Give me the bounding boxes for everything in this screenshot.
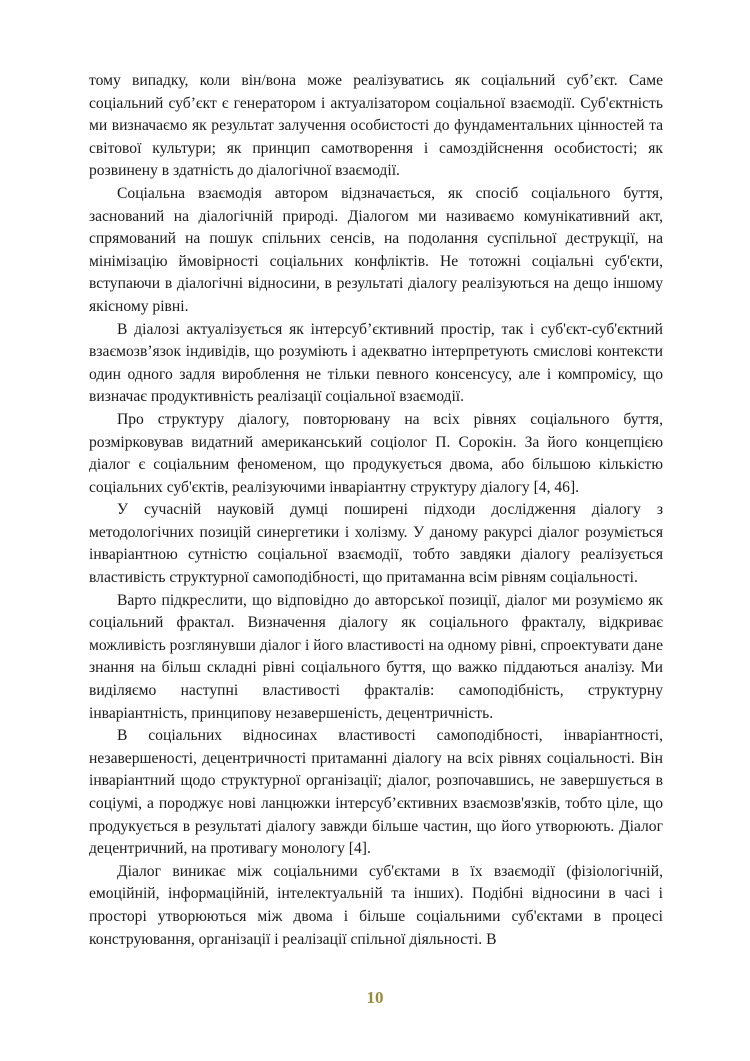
paragraph-1: тому випадку, коли він/вона може реалізуватись як соціальний суб’єкт. Саме соціальний суб’єкт є генератором і актуалізатором соціальної взаємодії. Суб'єктність ми визначаємо як результат залучення особистості до фундаментальних цінностей та світової культури; як принцип самотворення і самоздійснення особистості; як розвинену в здатність до діалогічної взаємодії. — [89, 72, 663, 180]
paragraph-3: В діалозі актуалізується як інтерсуб’єктивний простір, так і суб'єкт-суб'єктний взаємозв’язок індивідів, що розуміють і адекватно інтерпретують смислові контексти один одного задля вироблення не тільки певного консенсусу, але і компромісу, що визначає продуктивність реалізації соціальної взаємодії. — [89, 320, 663, 406]
paragraph-2: Соціальна взаємодія автором відзначається, як спосіб соціального буття, заснований на діалогічній природі. Діалогом ми називаємо комунікативний акт, спрямований на пошук спільних сенсів, на подолання суспільної деструкції, на мінімізацію ймовірності соціальних конфліктів. Не тотожні соціальні суб'єкти, вступаючи в діалогічні відносини, в результаті діалогу реалізуються на дещо іншому якісному рівні. — [89, 184, 663, 315]
paragraph-4: Про структуру діалогу, повторювану на всіх рівнях соціального буття, розмірковував видатний американський соціолог П. Сорокін. За його концепцією діалог є соціальним феноменом, що продукується двома, або більшою кількістю соціальних суб'єктів, реалізуючими інваріантну структуру діалогу [4, 46]. — [89, 410, 663, 496]
page-number: 10 — [366, 988, 384, 1007]
paragraph-5: У сучасній науковій думці поширені підходи дослідження діалогу з методологічних позицій синергетики і холізму. У даному ракурсі діалог розуміється інваріантною сутністю соціальної взаємодії, тобто завдяки діалогу реалізується властивість структурної самоподібності, що притаманна всім рівням соціальності. — [89, 501, 663, 587]
paragraph-7: В соціальних відносинах властивості самоподібності, інваріантності, незавершеності, децентричності притаманні діалогу на всіх рівнях соціальності. Він інваріантний щодо структурної організації; діалог, розпочавшись, не завершується в соціумі, а породжує нові ланцюжки інтерсуб’єктивних взаємозв'язків, тобто ціле, що продукується в результаті діалогу завжди більше частин, що його утворюють. Діалог децентричний, на противагу монологу [4]. — [89, 727, 663, 858]
paragraph-6: Варто підкреслити, що відповідно до авторської позиції, діалог ми розуміємо як соціальний фрактал. Визначення діалогу як соціального фракталу, відкриває можливість розглянувши діалог і його властивості на одному рівні, спроектувати дане знання на більш складні рівні соціального буття, що важко піддаються аналізу. Ми виділяємо наступні властивості фракталів: самоподібність, структурну інваріантність, принципову незавершеність, децентричність. — [89, 591, 663, 722]
paragraph-8: Діалог виникає між соціальними суб'єктами в їх взаємодії (фізіологічній, емоційній, інформаційній, інтелектуальній та інших). Подібні відносини в часі і просторі утворюються між двома і більше соціальними суб'єктами в процесі конструювання, організації і реалізації спільної діяльності. В — [89, 862, 663, 948]
body-text — [89, 70, 663, 951]
